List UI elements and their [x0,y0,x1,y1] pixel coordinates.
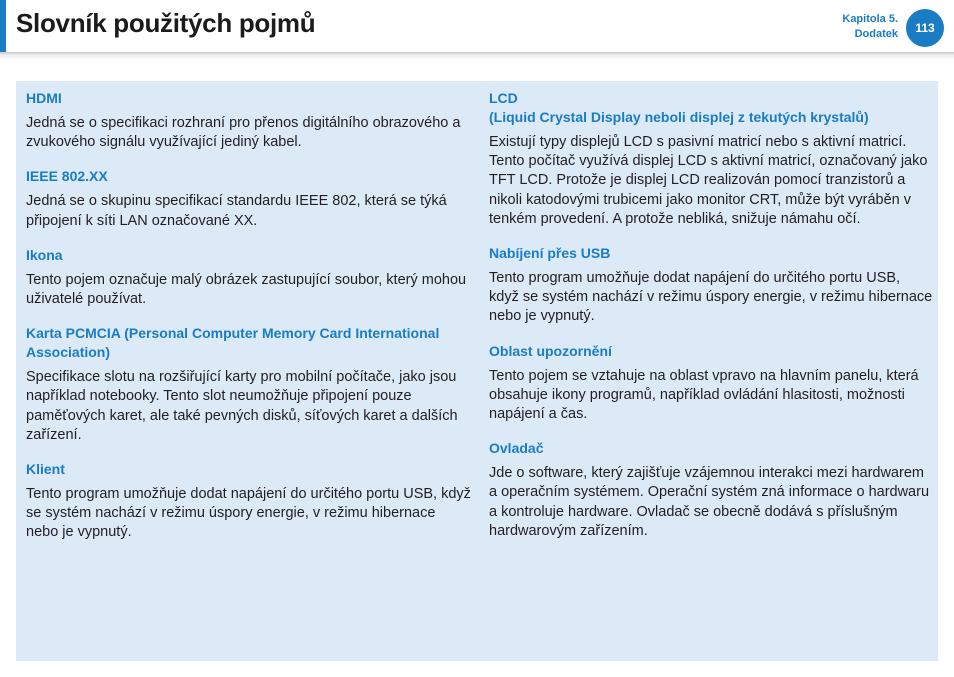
glossary-term: Klient [26,461,65,478]
glossary-term-title: LCD [489,90,518,106]
glossary-entry-driver [489,439,933,541]
glossary-definition: Existují typy displejů LCD s pasivní matricí nebo s aktivní matricí. Tento počítač využívá displej LCD s aktivní matricí, označovaný jako TFT LCD. Protože je displej LCD realizován pomocí tranzistorů a nikoli katodovými trubicemi jako monitor CRT, může být vyráběn v tenkém provedení. A protože nebliká, snižuje námahu očí. [489,134,928,227]
header-accent-bar [0,0,6,52]
header-divider [0,52,954,60]
chapter-name: Dodatek [854,28,898,40]
glossary-term [489,89,933,127]
glossary-definition: Tento program umožňuje dodat napájení do určitého portu USB, když se systém nachází v režimu úspory energie, v režimu hibernace nebo je vypnutý. [489,270,933,325]
glossary-entry-usb-charging [489,244,933,327]
glossary-term: IEEE 802.XX [26,168,108,185]
glossary-entry-lcd [489,89,933,229]
glossary-definition: Specifikace slotu na rozšiřující karty pro mobilní počítače, jako jsou například notebooky. Tento slot neumožňuje připojení pouze paměťových karet, ale také pevných disků, síťových karet a dalších zařízení. [26,369,458,443]
glossary-definition: Jedná se o specifikaci rozhraní pro přenos digitálního obrazového a zvukového signálu využívající jediný kabel. [26,115,461,151]
glossary-column-right [489,89,933,556]
glossary-definition: Tento program umožňuje dodat napájení do určitého portu USB, když se systém nachází v režimu úspory energie, v režimu hibernace nebo je vypnutý. [26,486,471,541]
glossary-term: Ovladač [489,440,544,457]
glossary-definition: Jedná se o skupinu specifikací standardu IEEE 802, která se týká připojení k síti LAN označované XX. [26,193,447,229]
glossary-term: Nabíjení přes USB [489,245,611,262]
glossary-definition: Tento pojem se vztahuje na oblast vpravo na hlavním panelu, která obsahuje ikony programů, například ovládání hlasitosti, možnosti napájení a čas. [489,367,919,423]
glossary-term: Oblast upozornění [489,342,612,359]
glossary-entry-ikona [26,246,471,309]
chapter-label [842,12,898,42]
glossary-definition: Tento pojem označuje malý obrázek zastupující soubor, který mohou uživatelé používat. [26,271,467,308]
glossary-entry-klient [26,460,471,543]
glossary-entry-notification-area [489,342,933,425]
glossary-panel [16,81,938,661]
chapter-number: Kapitola 5. [842,13,898,25]
glossary-term: Ikona [26,246,63,263]
page-number-badge: 113 [906,9,944,47]
glossary-term-subtitle: (Liquid Crystal Display neboli displej z tekutých krystalů) [489,109,869,125]
glossary-entry-ieee [26,167,471,230]
glossary-entry-hdmi [26,89,471,152]
page-title: Slovník použitých pojmů [16,8,316,38]
glossary-definition: Jde o software, který zajišťuje vzájemnou interakci mezi hardwarem a operačním systémem. Operační systém zná informace o hardwaru a kontroluje hardware. Ovladač se obecně dodává s příslušným hardwarovým zařízením. [489,465,930,539]
glossary-term: Karta PCMCIA (Personal Computer Memory Card International Association) [26,325,440,361]
glossary-column-left [26,89,471,558]
glossary-term: HDMI [26,90,62,106]
glossary-entry-pcmcia [26,324,471,445]
